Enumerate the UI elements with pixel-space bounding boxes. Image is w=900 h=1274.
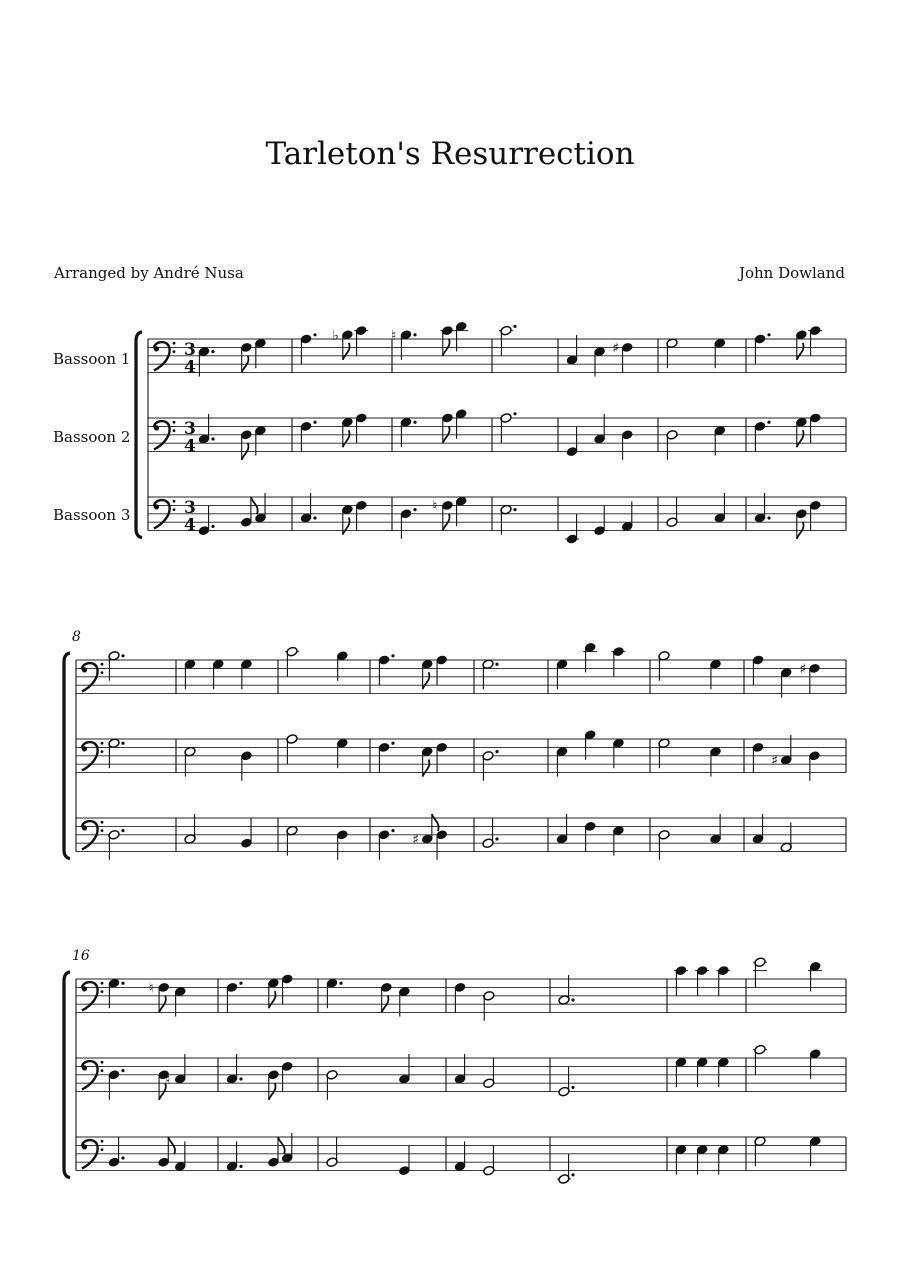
augmentation-dot [211,350,214,353]
note [658,650,670,680]
note [398,1054,410,1084]
note [780,667,792,697]
note [558,1067,575,1097]
bass-clef-dot [82,667,87,672]
note [108,650,125,680]
note-flag [423,672,430,689]
note [378,829,395,860]
note [267,1069,279,1099]
note [332,328,353,360]
note [326,978,343,1008]
note [286,825,298,855]
note [500,412,517,443]
bass-clef-dot [154,504,159,509]
note [557,1154,575,1184]
time-signature-numerator: 3 [184,339,196,360]
sharp-accidental-icon: ♯ [771,753,778,769]
bass-clef-dot [101,663,104,666]
note [612,340,633,372]
note [300,493,317,523]
note [621,501,633,531]
note [799,661,820,693]
composer-credit: John Dowland [738,264,845,282]
note [254,425,266,455]
note [695,965,709,995]
note [696,1144,708,1174]
note [441,413,453,443]
time-signature-denominator: 4 [184,357,196,378]
note [354,325,368,355]
bass-clef-dot [82,746,87,751]
note [709,814,721,844]
system-bracket [64,972,70,1178]
augmentation-dot [121,654,124,657]
bass-clef-dot [101,1069,104,1072]
note [556,814,568,844]
note [341,417,353,447]
note [556,746,568,776]
note [714,338,726,368]
bass-clef-dot [101,671,104,674]
bass-clef-dot [101,1148,104,1151]
note [281,974,293,1004]
note [584,729,596,759]
note [612,825,624,855]
note [556,659,568,689]
note [752,742,764,772]
natural-accidental-icon: ♮ [148,980,154,997]
note [254,338,266,368]
system-2 [64,642,846,860]
note [754,493,771,523]
note [336,738,348,768]
note [281,1061,293,1091]
note [421,659,433,689]
note [440,325,454,355]
augmentation-dot [571,1086,574,1089]
staff-bassoon-1 [148,339,846,378]
augmentation-dot [211,525,214,528]
note [611,646,625,676]
note [398,986,410,1016]
bass-clef-dot [82,1065,87,1070]
time-signature-numerator: 3 [184,497,196,518]
bass-clef-dot [82,825,87,830]
note [341,504,353,534]
note [499,325,517,356]
bass-clef-dot [82,1144,87,1149]
note [436,742,448,772]
augmentation-dot [413,508,416,511]
note [432,498,453,530]
bass-clef-dot [173,500,176,503]
bass-clef-dot [173,508,176,511]
note [108,738,125,768]
note-flag [432,814,439,831]
natural-accidental-icon: ♮ [432,498,438,515]
note [666,338,678,368]
natural-accidental-icon: ♮ [165,1072,171,1088]
note [286,734,298,764]
note [809,1136,821,1166]
bass-clef-dot [173,421,176,424]
time-signature-numerator: 3 [184,418,196,439]
note [594,346,606,376]
note-flag [343,430,350,447]
piece-title: Tarleton's Resurrection [265,136,635,172]
note-flag [797,343,804,360]
note [666,429,678,459]
instrument-label-bassoon-1: Bassoon 1 [53,350,131,368]
note [717,1057,729,1087]
note [753,957,767,987]
note [483,1146,495,1176]
note [658,738,670,768]
note [355,413,367,443]
note [754,421,771,452]
augmentation-dot [239,1077,242,1080]
note [808,961,822,991]
augmentation-dot [339,982,342,985]
note [174,1141,186,1171]
note [566,335,578,365]
note [780,822,792,852]
note [809,1048,821,1078]
note [584,821,596,851]
staff-bassoon-3 [148,497,846,536]
note [378,654,395,685]
note [198,506,215,536]
note [398,1146,410,1176]
note [594,414,606,444]
note [809,500,821,530]
instrument-label-bassoon-3: Bassoon 3 [53,506,131,524]
augmentation-dot [239,982,242,985]
note-flag [343,343,350,360]
note [709,746,721,776]
time-signature-denominator: 4 [184,515,196,536]
note [326,1069,338,1099]
note [336,650,348,680]
bass-clef-dot [101,982,104,985]
note [285,646,299,676]
augmentation-dot [767,516,770,519]
bass-clef-dot [154,425,159,430]
note [108,1137,125,1167]
note [454,1141,466,1171]
augmentation-dot [513,508,516,511]
note [675,1057,687,1087]
note [612,738,624,768]
augmentation-dot [767,421,770,424]
bass-clef-dot [173,350,176,353]
measure-number-16: 16 [72,948,90,964]
bass-clef-dot [101,750,104,753]
note [421,746,433,776]
augmentation-dot [211,437,214,440]
sharp-accidental-icon: ♯ [799,661,807,678]
augmentation-dot [391,829,394,832]
augmentation-dot [313,421,316,424]
bass-clef-dot [101,990,104,993]
augmentation-dot [121,1156,124,1159]
augmentation-dot [513,412,516,415]
augmentation-dot [413,333,416,336]
arranger-credit: Arranged by André Nusa [54,264,244,282]
note [226,982,243,1013]
augmentation-dot [571,1173,574,1176]
note [174,986,186,1016]
note [391,328,417,360]
note [254,493,266,523]
augmentation-dot [513,325,516,328]
note [808,750,820,780]
note [158,1137,175,1167]
note-flag [423,760,430,777]
note [666,497,678,527]
note [455,408,467,438]
note [184,746,196,776]
note [795,329,807,359]
note [226,1054,243,1084]
note [752,655,764,685]
note-flag [269,991,276,1008]
augmentation-dot [495,750,498,753]
note [795,508,807,538]
note [583,642,597,672]
note [240,659,252,689]
note [240,818,252,848]
note [267,978,279,1008]
system-1 [136,321,846,544]
note [482,659,499,689]
note [184,659,196,689]
note [809,413,821,443]
augmentation-dot [313,333,316,336]
flat-accidental-icon: ♭ [332,327,340,344]
note [754,1136,766,1166]
bass-clef-dot [82,986,87,991]
note [658,829,670,859]
note [108,1069,125,1100]
bass-clef-dot [101,1061,104,1064]
note [675,1144,687,1174]
augmentation-dot [313,516,316,519]
note [674,965,688,995]
note [500,504,517,534]
note [565,514,579,544]
note [108,978,125,1008]
note [281,1133,293,1163]
sharp-accidental-icon: ♯ [412,832,420,848]
note [212,659,224,689]
bass-clef-dot [173,429,176,432]
note [226,1141,243,1171]
note [300,333,317,364]
measure-number-8: 8 [72,629,81,645]
augmentation-dot [391,742,394,745]
note [240,750,252,780]
note [483,1058,495,1088]
note [184,814,196,844]
note [240,429,252,459]
augmentation-dot [495,663,498,666]
note [621,429,633,459]
note [400,417,417,447]
augmentation-dot [121,1069,124,1072]
note [714,493,726,523]
note [717,1144,729,1174]
augmentation-dot [121,982,124,985]
instrument-label-bassoon-2: Bassoon 2 [53,428,131,446]
note [240,342,252,372]
bass-clef-dot [101,829,104,832]
time-signature-denominator: 4 [184,436,196,457]
note [454,321,468,351]
bass-clef-dot [173,342,176,345]
augmentation-dot [239,1165,242,1168]
note [483,990,495,1020]
bass-clef-dot [154,346,159,351]
note [355,500,367,530]
note [108,829,125,860]
note [380,982,392,1012]
note [400,508,417,539]
augmentation-dot [391,654,394,657]
note [436,829,448,859]
natural-accidental-icon: ♮ [391,327,397,344]
sharp-accidental-icon: ♯ [612,340,619,357]
note [240,497,257,527]
note [709,659,721,689]
note [808,325,822,355]
note [300,421,317,452]
note [795,417,807,447]
bass-clef-dot [101,821,104,824]
note [716,965,730,995]
note [455,496,467,526]
note [336,829,348,859]
note [454,982,466,1012]
bass-clef-dot [101,1140,104,1143]
system-bracket [136,332,142,538]
augmentation-dot [571,998,574,1001]
note [594,506,606,536]
augmentation-dot [121,829,124,832]
note [198,414,215,444]
note [267,1137,284,1167]
note-flag [343,518,350,535]
note [454,1054,466,1084]
augmentation-dot [495,837,498,840]
note [198,346,215,376]
system-bracket [64,653,70,859]
note [482,750,499,781]
note [558,975,575,1005]
note [566,427,578,457]
note [753,1044,767,1074]
note [482,818,499,848]
note [752,814,764,844]
bass-clef-dot [101,742,104,745]
note [696,1057,708,1087]
staff-bassoon-2 [148,418,846,457]
note [436,655,448,685]
note [714,425,726,455]
system-3 [64,957,846,1184]
note [754,333,771,364]
augmentation-dot [767,333,770,336]
augmentation-dot [413,421,416,424]
note-flag [797,430,804,447]
note [149,980,170,1012]
note [378,742,395,773]
augmentation-dot [121,742,124,745]
note [326,1137,338,1167]
